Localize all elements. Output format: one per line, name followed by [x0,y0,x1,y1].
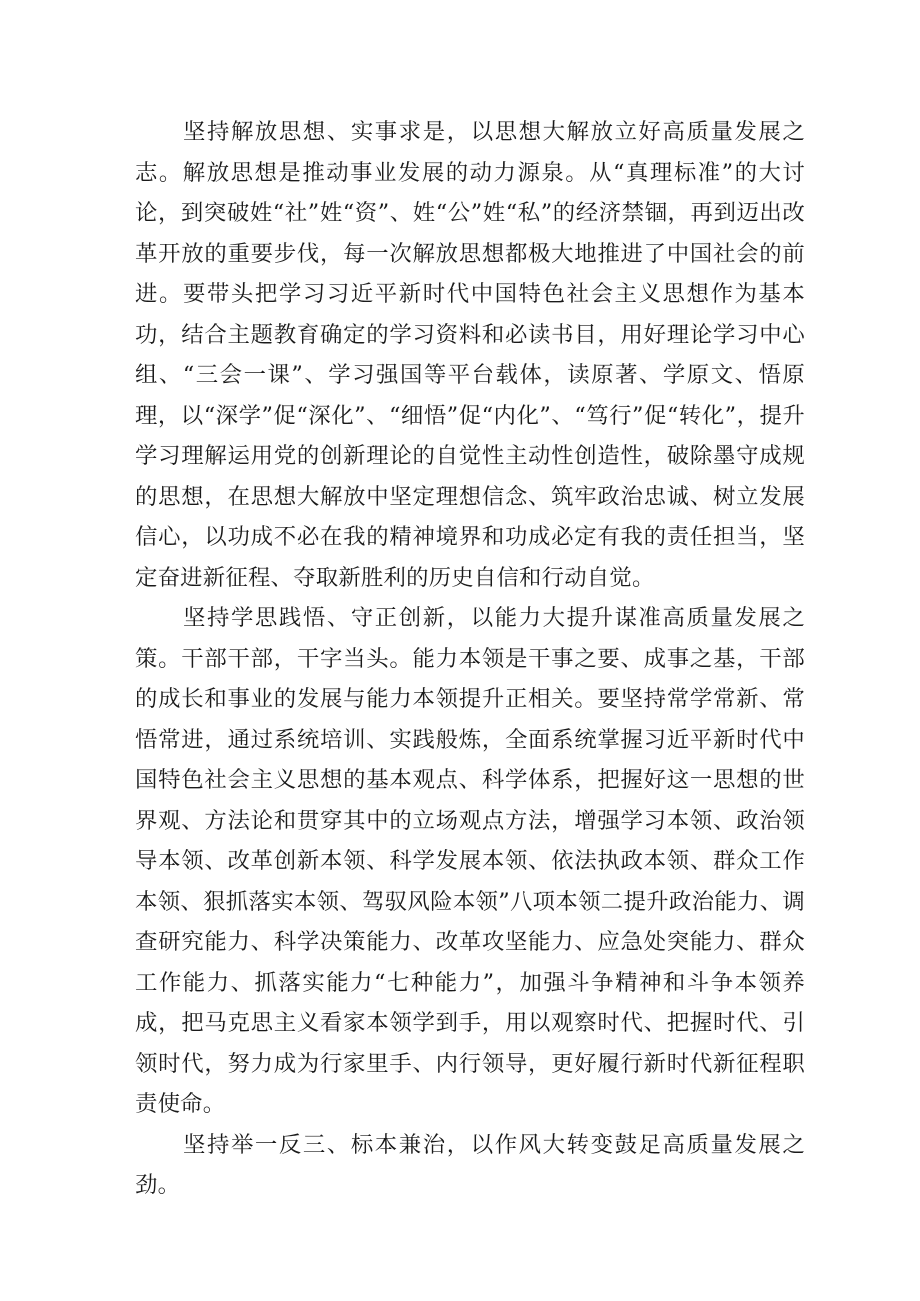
paragraph-liberate-thought: 坚持解放思想、实事求是，以思想大解放立好高质量发展之志。解放思想是推动事业发展的动力源泉。从“真理标准”的大讨论，到突破姓“社”姓“资”、姓“公”姓“私”的经济禁锢，再到迈出改革开放的重要步伐，每一次解放思想都极大地推进了中国社会的前进。要带头把学习习近平新时代中国特色社会主义思想作为基本功，结合主题教育确定的学习资料和必读书目，用好理论学习中心组、“三会一课”、学习强国等平台载体，读原著、学原文、悟原理，以“深学”促“深化”、“细悟”促“内化”、“笃行”促“转化”，提升学习理解运用党的创新理论的自觉性主动性创造性，破除墨守成规的思想，在思想大解放中坚定理想信念、筑牢政治忠诚、树立发展信心，以功成不必在我的精神境界和功成必定有我的责任担当，坚定奋进新征程、夺取新胜利的历史自信和行动自觉。 [135,119,805,591]
paragraph-work-style: 坚持举一反三、标本兼治，以作风大转变鼓足高质量发展之劲。 [135,1131,805,1198]
paragraph-ability-improvement: 坚持学思践悟、守正创新，以能力大提升谋准高质量发展之策。干部干部，干字当头。能力本领是干事之要、成事之基，干部的成长和事业的发展与能力本领提升正相关。要坚持常学常新、常悟常进，通过系统培训、实践般炼，全面系统掌握习近平新时代中国特色社会主义思想的基本观点、科学体系，把握好这一思想的世界观、方法论和贯穿其中的立场观点方法，增强学习本领、政治领导本领、改革创新本领、科学发展本领、依法执政本领、群众工作本领、狠抓落实本领、驾驭风险本领”八项本领二提升政治能力、调查研究能力、科学决策能力、改革攻坚能力、应急处突能力、群众工作能力、抓落实能力“七种能力”，加强斗争精神和斗争本领养成，把马克思主义看家本领学到手，用以观察时代、把握时代、引领时代，努力成为行家里手、内行领导，更好履行新时代新征程职责使命。 [135,605,805,1117]
document-body [135,112,805,1206]
